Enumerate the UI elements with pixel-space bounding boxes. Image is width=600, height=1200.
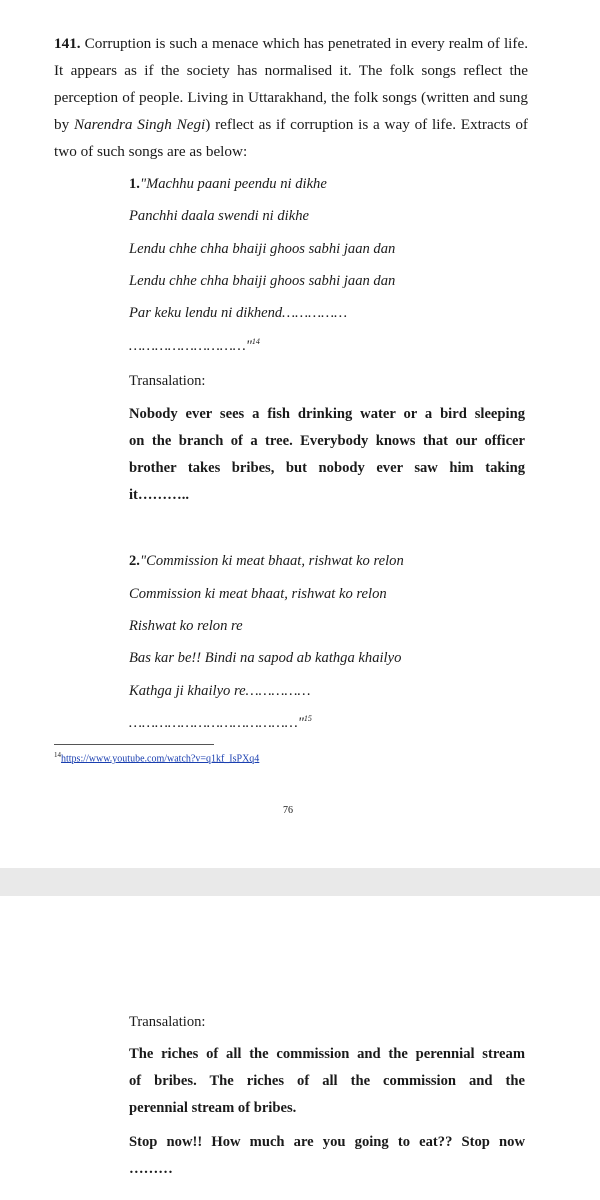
song2-line-5: Kathga ji khailyo re…………… xyxy=(129,683,311,699)
page-number: 76 xyxy=(283,805,293,816)
song2-line-1: 2."Commission ki meat bhaat, rishwat ko relon xyxy=(129,553,404,569)
footnote-divider xyxy=(54,744,214,745)
intro-text-b: ) reflect as if corruption is a way of life. Extracts of two of such songs are as below: xyxy=(54,116,528,160)
author-name: Narendra Singh Negi xyxy=(73,116,206,133)
song2-line-3: Rishwat ko relon re xyxy=(129,618,243,634)
paragraph-number: 141. xyxy=(54,35,81,52)
song1-line-2: Panchhi daala swendi ni dikhe xyxy=(129,208,309,224)
footnote-link[interactable]: https://www.youtube.com/watch?v=q1kf_IsPXq4 xyxy=(61,753,260,765)
translation1-text: Nobody ever sees a fish drinking water or a bird sleeping on the branch of a tree. Everybody knows that our officer brother takes bribes, but nobody ever saw him taking it……….. xyxy=(129,406,525,503)
document-page-77 xyxy=(0,896,600,1200)
translation2-text: The riches of all the commission and the perennial stream of bribes. The riches of all the commission and the perennial stream of bribes. xyxy=(129,1046,525,1116)
footnote-ref-14: 14 xyxy=(251,337,260,346)
song1-line-3: Lendu chhe chha bhaiji ghoos sabhi jaan dan xyxy=(129,241,396,257)
song2-number: 2. xyxy=(129,553,140,569)
intro-text-a: Corruption is such a menace which has penetrated in every realm of life. It appears as if the society has normalised it. The folk songs reflect the perception of people. Living in Uttarakhand, the folk songs (written and sung by xyxy=(54,35,528,133)
song1-line-4: Lendu chhe chha bhaiji ghoos sabhi jaan dan xyxy=(129,273,396,289)
translation2-label: Transalation: xyxy=(129,1014,206,1030)
translation2-stop: Stop now!! How much are you going to eat?? Stop now ……… xyxy=(129,1134,525,1177)
song2-line-4: Bas kar be!! Bindi na sapod ab kathga khailyo xyxy=(129,650,402,666)
footnote xyxy=(54,751,259,764)
translation1-label: Transalation: xyxy=(129,373,206,389)
intro-paragraph xyxy=(54,30,528,165)
song2-closing: …………………………………"$^{15}$ xyxy=(129,714,312,731)
song1-line-1: 1."Machhu paani peendu ni dikhe xyxy=(129,176,327,192)
footnote-ref-15: 15 xyxy=(303,714,312,723)
page-gap xyxy=(0,868,600,896)
footnote-mark: 14 xyxy=(54,751,61,759)
song1-number: 1. xyxy=(129,176,140,192)
song1-closing: ………………………"$^{14}$ xyxy=(129,337,260,354)
song2-line-2: Commission ki meat bhaat, rishwat ko relon xyxy=(129,586,387,602)
song1-line-5: Par keku lendu ni dikhend…………… xyxy=(129,305,348,321)
